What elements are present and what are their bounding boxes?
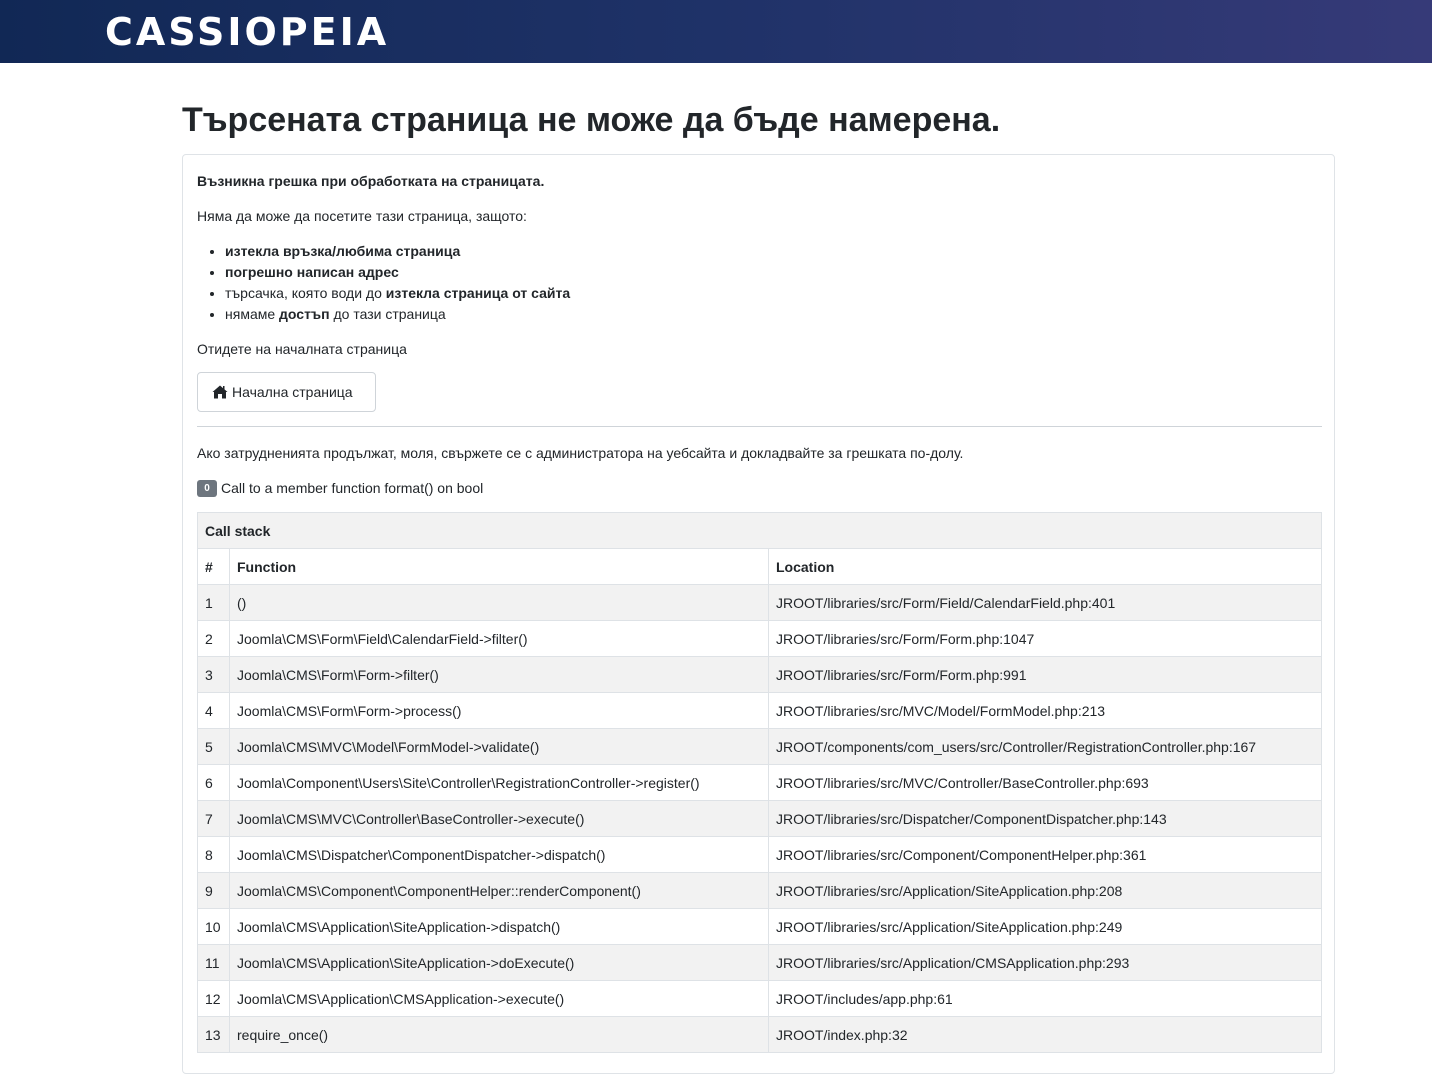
row-num: 6	[198, 765, 230, 801]
go-home-text: Отидете на началната страница	[197, 341, 407, 357]
table-row	[198, 657, 1322, 693]
row-function: Joomla\CMS\Application\CMSApplication->execute()	[230, 981, 769, 1017]
table-row	[198, 1017, 1322, 1053]
row-function: Joomla\CMS\Application\SiteApplication->doExecute()	[230, 945, 769, 981]
divider	[197, 426, 1322, 427]
row-location: JROOT/libraries/src/Form/Field/CalendarField.php:401	[769, 585, 1322, 621]
error-card	[182, 154, 1335, 1074]
reason-item	[225, 304, 570, 325]
row-location: JROOT/libraries/src/Application/SiteApplication.php:249	[769, 909, 1322, 945]
table-row	[198, 585, 1322, 621]
site-brand-logo[interactable]: CASSIOPEIA	[105, 10, 390, 54]
row-location: JROOT/libraries/src/MVC/Model/FormModel.php:213	[769, 693, 1322, 729]
error-message-line	[197, 478, 483, 498]
table-row	[198, 945, 1322, 981]
row-num: 7	[198, 801, 230, 837]
site-header	[0, 0, 1432, 63]
row-function: Joomla\CMS\Component\ComponentHelper::renderComponent()	[230, 873, 769, 909]
table-row	[198, 729, 1322, 765]
error-message: Call to a member function format() on bool	[221, 480, 484, 496]
row-location: JROOT/index.php:32	[769, 1017, 1322, 1053]
reason-text: нямаме	[225, 306, 280, 322]
call-stack-caption: Call stack	[198, 513, 1322, 549]
row-function: require_once()	[230, 1017, 769, 1053]
home-page-button[interactable]	[197, 372, 376, 412]
row-location: JROOT/includes/app.php:61	[769, 981, 1322, 1017]
table-row	[198, 621, 1322, 657]
row-function: Joomla\CMS\Dispatcher\ComponentDispatcher->dispatch()	[230, 837, 769, 873]
column-header-location: Location	[769, 549, 1322, 585]
row-num: 2	[198, 621, 230, 657]
home-page-button-label: Начална страница	[232, 384, 353, 400]
row-function: Joomla\CMS\Form\Field\CalendarField->filter()	[230, 621, 769, 657]
reason-item	[225, 283, 570, 304]
table-row	[198, 873, 1322, 909]
row-num: 12	[198, 981, 230, 1017]
row-function: Joomla\Component\Users\Site\Controller\RegistrationController->register()	[230, 765, 769, 801]
row-num: 3	[198, 657, 230, 693]
table-row	[198, 765, 1322, 801]
column-header-num: #	[198, 549, 230, 585]
reason-text: търсачка, която води до	[225, 285, 386, 301]
row-num: 5	[198, 729, 230, 765]
row-location: JROOT/libraries/src/MVC/Controller/BaseController.php:693	[769, 765, 1322, 801]
call-stack-header-row	[198, 549, 1322, 585]
row-location: JROOT/libraries/src/Application/CMSApplication.php:293	[769, 945, 1322, 981]
row-function: Joomla\CMS\MVC\Controller\BaseController->execute()	[230, 801, 769, 837]
row-num: 10	[198, 909, 230, 945]
call-stack-table	[197, 512, 1322, 1053]
row-function: ()	[230, 585, 769, 621]
column-header-function: Function	[230, 549, 769, 585]
row-location: JROOT/libraries/src/Form/Form.php:1047	[769, 621, 1322, 657]
row-location: JROOT/libraries/src/Form/Form.php:991	[769, 657, 1322, 693]
reason-text-bold: достъп	[279, 306, 330, 322]
table-row	[198, 801, 1322, 837]
row-function: Joomla\CMS\MVC\Model\FormModel->validate()	[230, 729, 769, 765]
reason-list	[197, 241, 570, 325]
row-num: 11	[198, 945, 230, 981]
row-location: JROOT/components/com_users/src/Controller/RegistrationController.php:167	[769, 729, 1322, 765]
reason-text: погрешно написан адрес	[225, 264, 399, 280]
page-title: Търсената страница не може да бъде намерена.	[182, 101, 1001, 139]
reason-intro: Няма да може да посетите тази страница, защото:	[197, 208, 527, 224]
call-stack-caption-row	[198, 513, 1322, 549]
row-num: 9	[198, 873, 230, 909]
home-icon	[212, 385, 228, 399]
table-row	[198, 693, 1322, 729]
row-function: Joomla\CMS\Application\SiteApplication->dispatch()	[230, 909, 769, 945]
reason-text: до тази страница	[329, 306, 446, 322]
row-location: JROOT/libraries/src/Component/ComponentHelper.php:361	[769, 837, 1322, 873]
table-row	[198, 909, 1322, 945]
error-lead: Възникна грешка при обработката на страницата.	[197, 173, 545, 189]
row-location: JROOT/libraries/src/Dispatcher/ComponentDispatcher.php:143	[769, 801, 1322, 837]
row-function: Joomla\CMS\Form\Form->filter()	[230, 657, 769, 693]
row-num: 4	[198, 693, 230, 729]
reason-text-bold: изтекла страница от сайта	[385, 285, 571, 301]
reason-text: изтекла връзка/любима страница	[225, 243, 461, 259]
reason-item	[225, 262, 570, 283]
row-location: JROOT/libraries/src/Application/SiteApplication.php:208	[769, 873, 1322, 909]
table-row	[198, 837, 1322, 873]
row-num: 8	[198, 837, 230, 873]
row-function: Joomla\CMS\Form\Form->process()	[230, 693, 769, 729]
reason-item	[225, 241, 570, 262]
row-num: 1	[198, 585, 230, 621]
error-code-badge: 0	[197, 480, 217, 497]
row-num: 13	[198, 1017, 230, 1053]
contact-admin-text: Ако затрудненията продължат, моля, свържете се с администратора на уебсайта и докладвайте за грешката по-долу.	[197, 445, 964, 461]
table-row	[198, 981, 1322, 1017]
